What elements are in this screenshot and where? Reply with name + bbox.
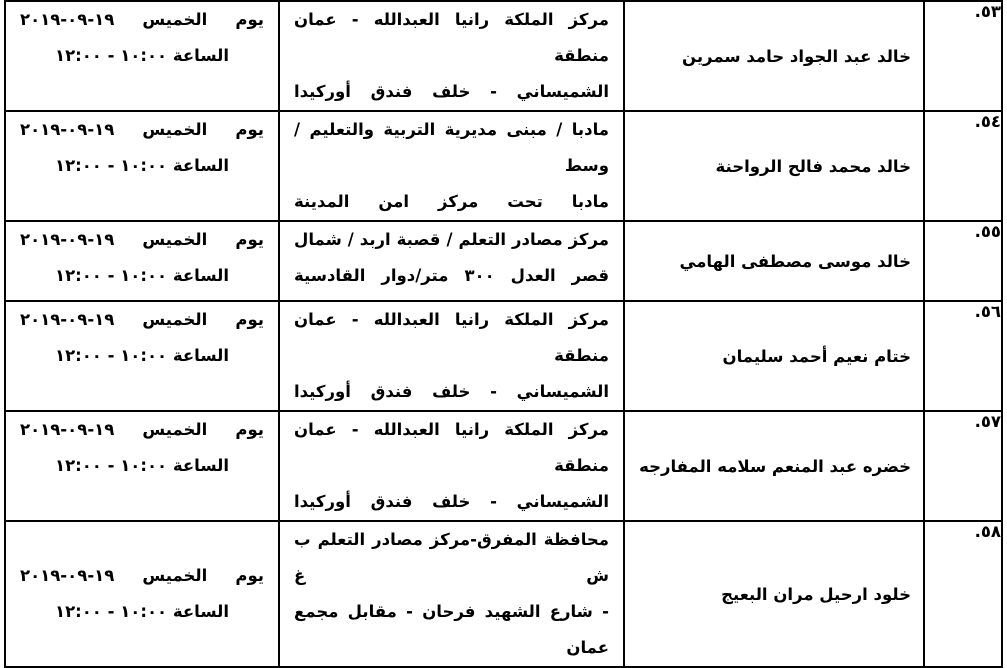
location-line: مركز مصادر التعلم / قصبة اربد / شمال <box>294 230 609 249</box>
time-date: يوم الخميس ١٩-٠٩-٢٠١٩ <box>20 230 264 249</box>
exam-time <box>5 521 279 667</box>
location-line: الشميساني - خلف فندق أوركيدا <box>294 82 609 101</box>
row-number: ٥٥. <box>924 221 1002 301</box>
row-number: ٥٤. <box>924 111 1002 221</box>
location-line: مادبا تحت مركز امن المدينة <box>294 192 609 211</box>
exam-location <box>279 1 624 111</box>
time-hours: الساعة ١٠:٠٠ - ١٢:٠٠ <box>55 602 229 621</box>
table-row <box>5 111 1002 221</box>
exam-location <box>279 521 624 667</box>
table-row <box>5 411 1002 521</box>
location-line: الشميساني - خلف فندق أوركيدا <box>294 492 609 511</box>
location-line: قصر العدل ٣٠٠ متر/دوار القادسية <box>294 266 610 285</box>
location-line: مركز الملكة رانيا العبدالله - عمان منطقة <box>294 10 609 65</box>
exam-time <box>5 301 279 411</box>
time-hours: الساعة ١٠:٠٠ - ١٢:٠٠ <box>55 46 229 65</box>
exam-location <box>279 111 624 221</box>
location-line: مركز الملكة رانيا العبدالله - عمان منطقة <box>294 420 609 475</box>
person-name: خالد موسى مصطفى الهامي <box>624 221 924 301</box>
person-name: خالد عبد الجواد حامد سمرين <box>624 1 924 111</box>
exam-time <box>5 111 279 221</box>
time-date: يوم الخميس ١٩-٠٩-٢٠١٩ <box>20 10 264 29</box>
table-row <box>5 521 1002 667</box>
exam-time <box>5 411 279 521</box>
location-line: محافظة المفرق-مركز مصادر التعلم ب ش غ <box>294 530 609 585</box>
exam-time <box>5 1 279 111</box>
schedule-table <box>4 0 1003 668</box>
table-row <box>5 1 1002 111</box>
location-line: - شارع الشهيد فرحان - مقابل مجمع عمان <box>294 602 609 657</box>
exam-time <box>5 221 279 301</box>
time-hours: الساعة ١٠:٠٠ - ١٢:٠٠ <box>55 266 229 285</box>
person-name: خضره عبد المنعم سلامه المفارجه <box>624 411 924 521</box>
time-hours: الساعة ١٠:٠٠ - ١٢:٠٠ <box>55 346 229 365</box>
row-number: ٥٣. <box>924 1 1002 111</box>
location-line: مركز الملكة رانيا العبدالله - عمان منطقة <box>294 310 609 365</box>
location-line: الشميساني - خلف فندق أوركيدا <box>294 382 609 401</box>
time-date: يوم الخميس ١٩-٠٩-٢٠١٩ <box>20 420 264 439</box>
person-name: خلود ارحيل مران البعيج <box>624 521 924 667</box>
row-number: ٥٨. <box>924 521 1002 667</box>
person-name: ختام نعيم أحمد سليمان <box>624 301 924 411</box>
table-row <box>5 221 1002 301</box>
time-date: يوم الخميس ١٩-٠٩-٢٠١٩ <box>20 120 264 139</box>
row-number: ٥٦. <box>924 301 1002 411</box>
table-row <box>5 301 1002 411</box>
time-hours: الساعة ١٠:٠٠ - ١٢:٠٠ <box>55 156 229 175</box>
exam-location <box>279 221 624 301</box>
person-name: خالد محمد فالح الرواحنة <box>624 111 924 221</box>
time-date: يوم الخميس ١٩-٠٩-٢٠١٩ <box>20 310 264 329</box>
exam-location <box>279 301 624 411</box>
location-line: مادبا / مبنى مديرية التربية والتعليم /وسط <box>294 120 609 175</box>
time-date: يوم الخميس ١٩-٠٩-٢٠١٩ <box>20 566 264 585</box>
time-hours: الساعة ١٠:٠٠ - ١٢:٠٠ <box>55 456 229 475</box>
exam-location <box>279 411 624 521</box>
row-number: ٥٧. <box>924 411 1002 521</box>
